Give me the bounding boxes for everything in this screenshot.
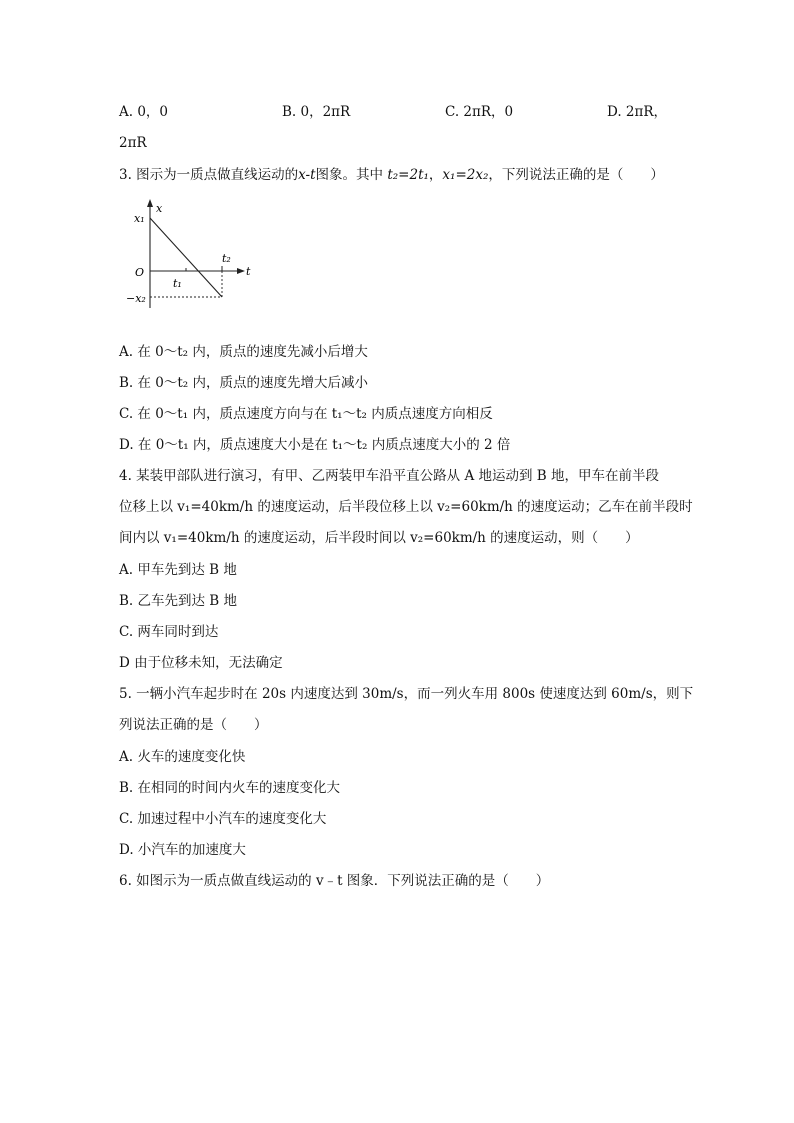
- q5-option-b: B. 在相同的时间内火车的速度变化大: [119, 780, 341, 796]
- q5-option-a: A. 火车的速度变化快: [119, 749, 246, 765]
- q5-stem-line-2: 列说法正确的是（ ）: [119, 717, 268, 733]
- origin-label: O: [135, 266, 145, 279]
- neg-x2-label: −x₂: [126, 292, 146, 305]
- q3-stem-relation-t: t₂=2t₁: [387, 167, 429, 183]
- q4-option-a: A. 甲车先到达 B 地: [119, 562, 237, 578]
- q2-option-c: C. 2πR，0: [445, 104, 514, 120]
- q5-option-c: C. 加速过程中小汽车的速度变化大: [119, 811, 327, 827]
- q2-option-b: B. 0，2πR: [282, 104, 351, 120]
- q2-option-d: D. 2πR，: [607, 104, 668, 120]
- q4-stem-line-2: 位移上以 v₁=40km/h 的速度运动，后半段位移上以 v₂=60km/h 的速度运动；乙车在前半段时: [119, 499, 693, 515]
- q3-stem-xt: x-t: [298, 167, 316, 183]
- q3-option-d: D. 在 0～t₁ 内，质点速度大小是在 t₁～t₂ 内质点速度大小的 2 倍: [119, 437, 511, 453]
- q3-option-c: C. 在 0～t₁ 内，质点速度方向与在 t₁～t₂ 内质点速度方向相反: [119, 406, 493, 422]
- t2-label: t₂: [222, 252, 231, 265]
- q4-option-b: B. 乙车先到达 B 地: [119, 593, 238, 609]
- y-axis-arrow-icon: [147, 199, 153, 207]
- q5-option-d: D. 小汽车的加速度大: [119, 842, 246, 858]
- q3-stem-prefix: 3. 图示为一质点做直线运动的: [119, 167, 299, 183]
- q2-option-a: A. 0，0: [119, 104, 169, 120]
- t-axis-arrow-icon: [237, 268, 245, 274]
- q4-stem-line-3: 间内以 v₁=40km/h 的速度运动，后半段时间以 v₂=60km/h 的速度运动，则（ ）: [119, 530, 639, 546]
- q3-stem-suffix: ，下列说法正确的是（ ）: [488, 167, 664, 183]
- q3-stem-mid: 图象。其中: [315, 167, 384, 183]
- xt-line: [150, 218, 222, 297]
- q3-xt-graph: [118, 196, 258, 316]
- q4-option-d: D 由于位移未知，无法确定: [119, 655, 283, 671]
- y-axis-label: x: [156, 202, 163, 215]
- q5-stem-line-1: 5. 一辆小汽车起步时在 20s 内速度达到 30m/s，而一列火车用 800s 使速度达到 60m/s，则下: [119, 686, 694, 702]
- q4-option-c: C. 两车同时到达: [119, 624, 219, 640]
- q3-stem: 3. 图示为一质点做直线运动的x-t图象。其中 t₂=2t₁，x₁=2x₂，下列说法正确的是（ ）: [119, 167, 664, 183]
- x1-label: x₁: [134, 212, 145, 225]
- t1-label: t₁: [173, 277, 182, 290]
- q3-option-a: A. 在 0～t₂ 内，质点的速度先减小后增大: [119, 344, 368, 360]
- q3-option-b: B. 在 0～t₂ 内，质点的速度先增大后减小: [119, 375, 369, 391]
- q6-stem: 6. 如图示为一质点做直线运动的 v﹣t 图象．下列说法正确的是（ ）: [119, 873, 550, 889]
- q3-stem-relation-x: x₁=2x₂: [442, 167, 489, 183]
- q4-stem-line-1: 4. 某装甲部队进行演习，有甲、乙两装甲车沿平直公路从 A 地运动到 B 地，甲车在前半段: [119, 468, 660, 484]
- t-axis-label: t: [246, 265, 251, 278]
- q2-option-d-continued: 2πR: [119, 135, 147, 151]
